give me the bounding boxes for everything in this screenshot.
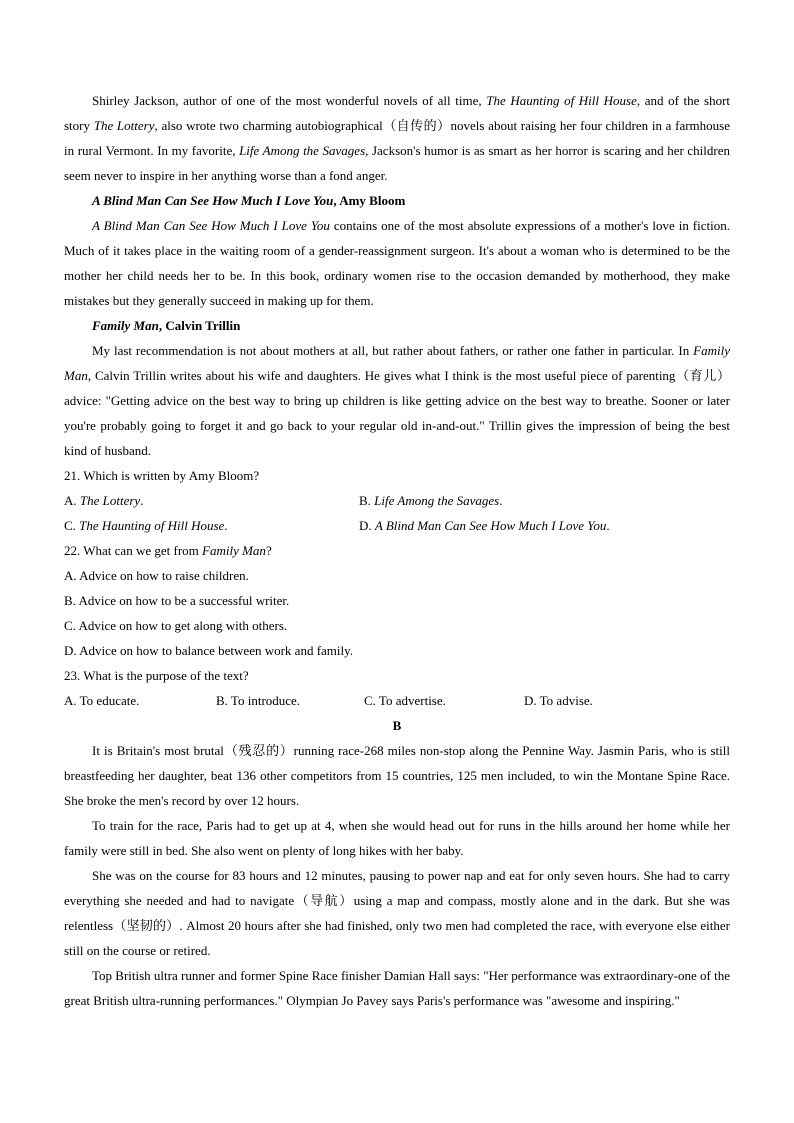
author: , Calvin Trillin [158, 318, 241, 333]
option-22-a[interactable]: A. Advice on how to raise children. [64, 568, 249, 583]
paragraph-trillin [64, 338, 730, 463]
question-23-options [64, 688, 730, 713]
paragraph-training: To train for the race, Paris had to get up at 4, when she would head out for runs in the hills around her home while her family were still in bed. She also went on plenty of long hikes with her baby. [64, 818, 730, 858]
book-title: Family Man [92, 318, 159, 333]
question-21-options-row2 [64, 513, 730, 538]
book-title: Family Man [202, 543, 266, 558]
option-label: B. [359, 493, 375, 508]
text: ? [265, 543, 272, 558]
question-22-stem [64, 538, 730, 563]
text: , also wrote two charming autobiographical（自传的）novels about raising her four children in a farmhouse in rural Vermont. In my favorite, [64, 118, 731, 158]
question-23-stem: 23. What is the purpose of the text? [64, 668, 249, 683]
book-title: A Blind Man Can See How Much I Love You [92, 218, 330, 233]
book-title: The Lottery [93, 118, 155, 133]
option-21-a[interactable] [64, 488, 359, 513]
option-text: The Lottery [79, 493, 141, 508]
option-23-a[interactable]: A. To educate. [64, 693, 140, 708]
question-21-stem: 21. Which is written by Amy Bloom? [64, 468, 260, 483]
option-label: D. [359, 518, 375, 533]
text: , and of the short story [64, 93, 731, 133]
text: , Jackson's humor is as smart as her horror is scaring and her children seem never to inspire in her anything worse than a fond anger. [64, 143, 730, 183]
text: , Calvin Trillin writes about his wife and daughters. He gives what I think is the most useful piece of parenting（育儿）advice: "Getting advice on the best way to bring up children is like getting advice on the best way to breathe. Sooner or later you're probably going to forget it and go back to your regular old in-and-out." Trillin gives the impression of being the best kind of husband. [64, 368, 730, 458]
option-23-d[interactable]: D. To advise. [524, 693, 593, 708]
text: contains one of the most absolute expressions of a mother's love in fiction. Much of it takes place in the waiting room of a gender-reassignment surgeon. It's about a woman who is determined to be the mother her child needs her to be. In this book, ordinary women rise to the occasion demanded by motherhood, they make mistakes but they generally succeed in making up for them. [64, 218, 730, 308]
option-22-d[interactable]: D. Advice on how to balance between work and family. [64, 643, 354, 658]
section-heading-b: B [392, 718, 402, 733]
paragraph-jackson [64, 88, 730, 188]
text: My last recommendation is not about mothers at all, but rather about fathers, or rather one father in particular. In [92, 343, 694, 358]
option-text: The Haunting of Hill House [79, 518, 225, 533]
punct: . [606, 518, 610, 533]
heading-blind-man [64, 188, 730, 213]
punct: . [140, 493, 144, 508]
question-21-options-row1 [64, 488, 730, 513]
text: 22. What can we get from [64, 543, 203, 558]
option-22-b[interactable]: B. Advice on how to be a successful writer. [64, 593, 290, 608]
option-23-b[interactable]: B. To introduce. [216, 693, 301, 708]
punct: . [499, 493, 503, 508]
paragraph-quotes: Top British ultra runner and former Spine Race finisher Damian Hall says: "Her performance was extraordinary-one of the great British ultra-running performances." Olympian Jo Pavey says Paris's performance was "awesome and inspiring." [64, 968, 730, 1008]
book-title: Family Man [64, 343, 730, 383]
paragraph-course: She was on the course for 83 hours and 12 minutes, pausing to power nap and eat for only seven hours. She had to carry everything she needed and had to navigate（导航）using a map and compass, mostly alone and in the dark. But she was relentless（坚韧的）. Almost 20 hours after she had finished, only two men had completed the race, with everyone else either still on the course or retired. [64, 868, 730, 958]
author: , Amy Bloom [333, 193, 406, 208]
paragraph-race: It is Britain's most brutal（残忍的）running race-268 miles non-stop along the Pennine Way. Jasmin Paris, who is still breastfeeding her daughter, beat 136 other competitors from 15 countries, 125 men included, to win the Montane Spine Race. She broke the men's record by over 12 hours. [64, 743, 730, 808]
punct: . [224, 518, 228, 533]
option-text: Life Among the Savages [374, 493, 500, 508]
option-label: C. [64, 518, 80, 533]
text: Shirley Jackson, author of one of the most wonderful novels of all time, [92, 93, 487, 108]
book-title: The Haunting of Hill House [486, 93, 637, 108]
option-21-b[interactable] [359, 488, 502, 513]
option-text: A Blind Man Can See How Much I Love You [374, 518, 607, 533]
paragraph-bloom [64, 213, 730, 313]
option-label: A. [64, 493, 80, 508]
book-title: A Blind Man Can See How Much I Love You [92, 193, 334, 208]
book-title: Life Among the Savages [239, 143, 366, 158]
heading-family-man [64, 313, 730, 338]
option-23-c[interactable]: C. To advertise. [364, 693, 446, 708]
exam-page [64, 88, 730, 1013]
option-22-c[interactable]: C. Advice on how to get along with others. [64, 618, 288, 633]
option-21-d[interactable] [359, 513, 610, 538]
option-21-c[interactable] [64, 513, 359, 538]
